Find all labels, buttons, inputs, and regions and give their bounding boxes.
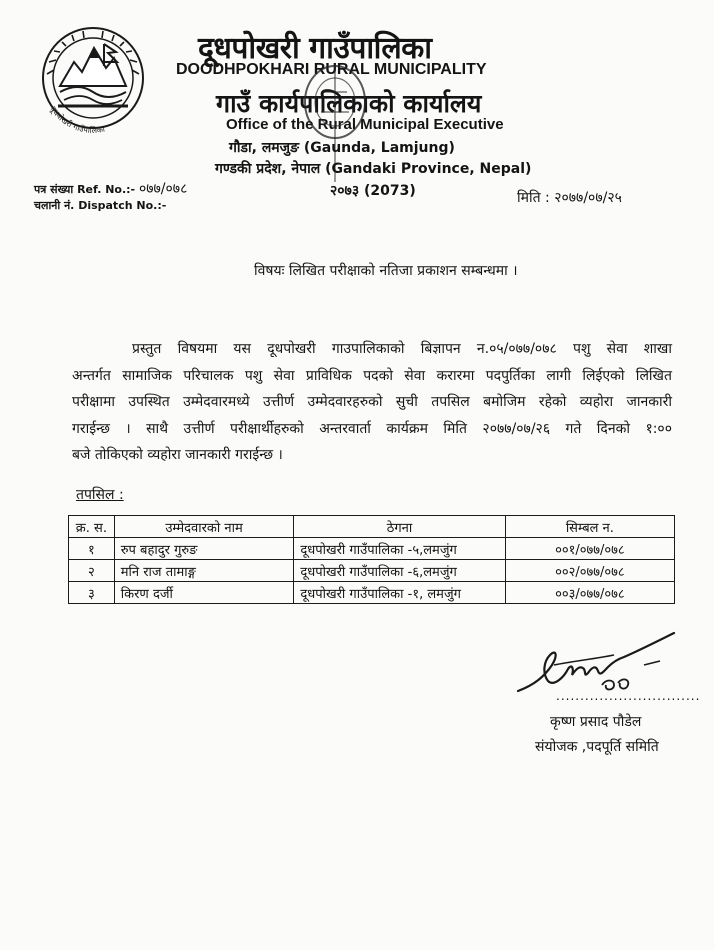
candidate-name-cell: मनि राज तामाङ्ग [114,560,294,582]
dispatch-number-label: चलानी नं. Dispatch No.:- [34,199,167,212]
letter-subject: विषयः लिखित परीक्षाको नतिजा प्रकाशन सम्बन्धमा । [254,263,518,279]
candidate-name-cell: किरण दर्जी [114,582,294,604]
signer-name: कृष्ण प्रसाद पौडेल [550,714,642,730]
column-header-symbol-number: सिम्बल न. [505,516,674,538]
address-cell: दूधपोखरी गाउँपालिका -६,लमजुंग [294,560,505,582]
office-province: गण्डकी प्रदेश, नेपाल (Gandaki Province, Nepal) [215,161,532,177]
column-header-serial: क्र. स. [69,516,115,538]
schedule-heading: तपसिल : [76,487,124,503]
symbol-number-cell: ००१/०७७/०७८ [505,538,674,560]
office-name-nepali: गाउँ कार्यपालिकाको कार्यालय [216,89,482,118]
serial-cell: २ [69,560,115,582]
svg-text:दूधपोखरी गाउँपालिका [48,105,107,135]
table-row [69,582,675,604]
candidate-name-cell: रुप बहादुर गुरुङ [114,538,294,560]
established-year: २०७३ (2073) [330,183,416,199]
serial-cell: ३ [69,582,115,604]
municipality-name-nepali: दूधपोखरी गाउँपालिका [198,31,432,66]
body-line: परीक्षामा उपस्थित उम्मेदवारमध्ये उत्तीर्ण उम्मेदवारहरुको सुची तपसिल बमोजिम रहेको व्यहोरा जानकारी [72,394,672,410]
table-header-row [69,516,675,538]
office-address: गौडा, लमजुङ (Gaunda, Lamjung) [229,140,455,156]
signature-line: .............................. [556,689,701,703]
letter-body [72,336,672,469]
symbol-number-cell: ००२/०७७/०७८ [505,560,674,582]
body-line: अन्तर्गत सामाजिक परिचालक पशु सेवा प्राविधिक पदको सेवा करारमा पदपुर्तिका लागी लिईएको लिखित [72,367,672,384]
symbol-number-cell: ००३/०७७/०७८ [505,582,674,604]
letter-date: मिति : २०७७/०७/२५ [517,190,622,206]
reference-number [34,179,187,198]
address-cell: दूधपोखरी गाउँपालिका -५,लमजुंग [294,538,505,560]
address-cell: दूधपोखरी गाउँपालिका -१, लमजुंग [294,582,505,604]
body-line: गराईन्छ । साथै उत्तीर्ण परीक्षार्थीहरुको अन्तरवार्ता कार्यक्रम मिति २०७७/०७/२६ गते दिनको १:०० [72,420,672,437]
signer-designation: संयोजक ,पदपूर्ति समिति [535,739,659,755]
body-line: प्रस्तुत विषयमा यस दूधपोखरी गाउपालिकाको बिज्ञापन न.०५/०७७/०७८ पशु सेवा शाखा [132,341,672,357]
emblem-text: दूधपोखरी गाउँपालिका [48,104,106,135]
reference-value: ०७७/०७८ [138,181,188,197]
municipality-emblem [30,22,156,140]
office-seal-stamp [293,52,377,190]
municipality-name-english: DOODHPOKHARI RURAL MUNICIPALITY [176,61,487,78]
serial-cell: १ [69,538,115,560]
column-header-address: ठेगना [294,516,505,538]
office-name-english: Office of the Rural Municipal Executive [226,116,504,133]
candidates-table [68,515,675,604]
table-row [69,560,675,582]
body-line: बजे तोकिएको व्यहोरा जानकारी गराईन्छ । [72,447,283,463]
column-header-name: उम्मेदवारको नाम [114,516,294,538]
table-row [69,538,675,560]
reference-label: पत्र संख्या Ref. No.:- [34,183,136,196]
